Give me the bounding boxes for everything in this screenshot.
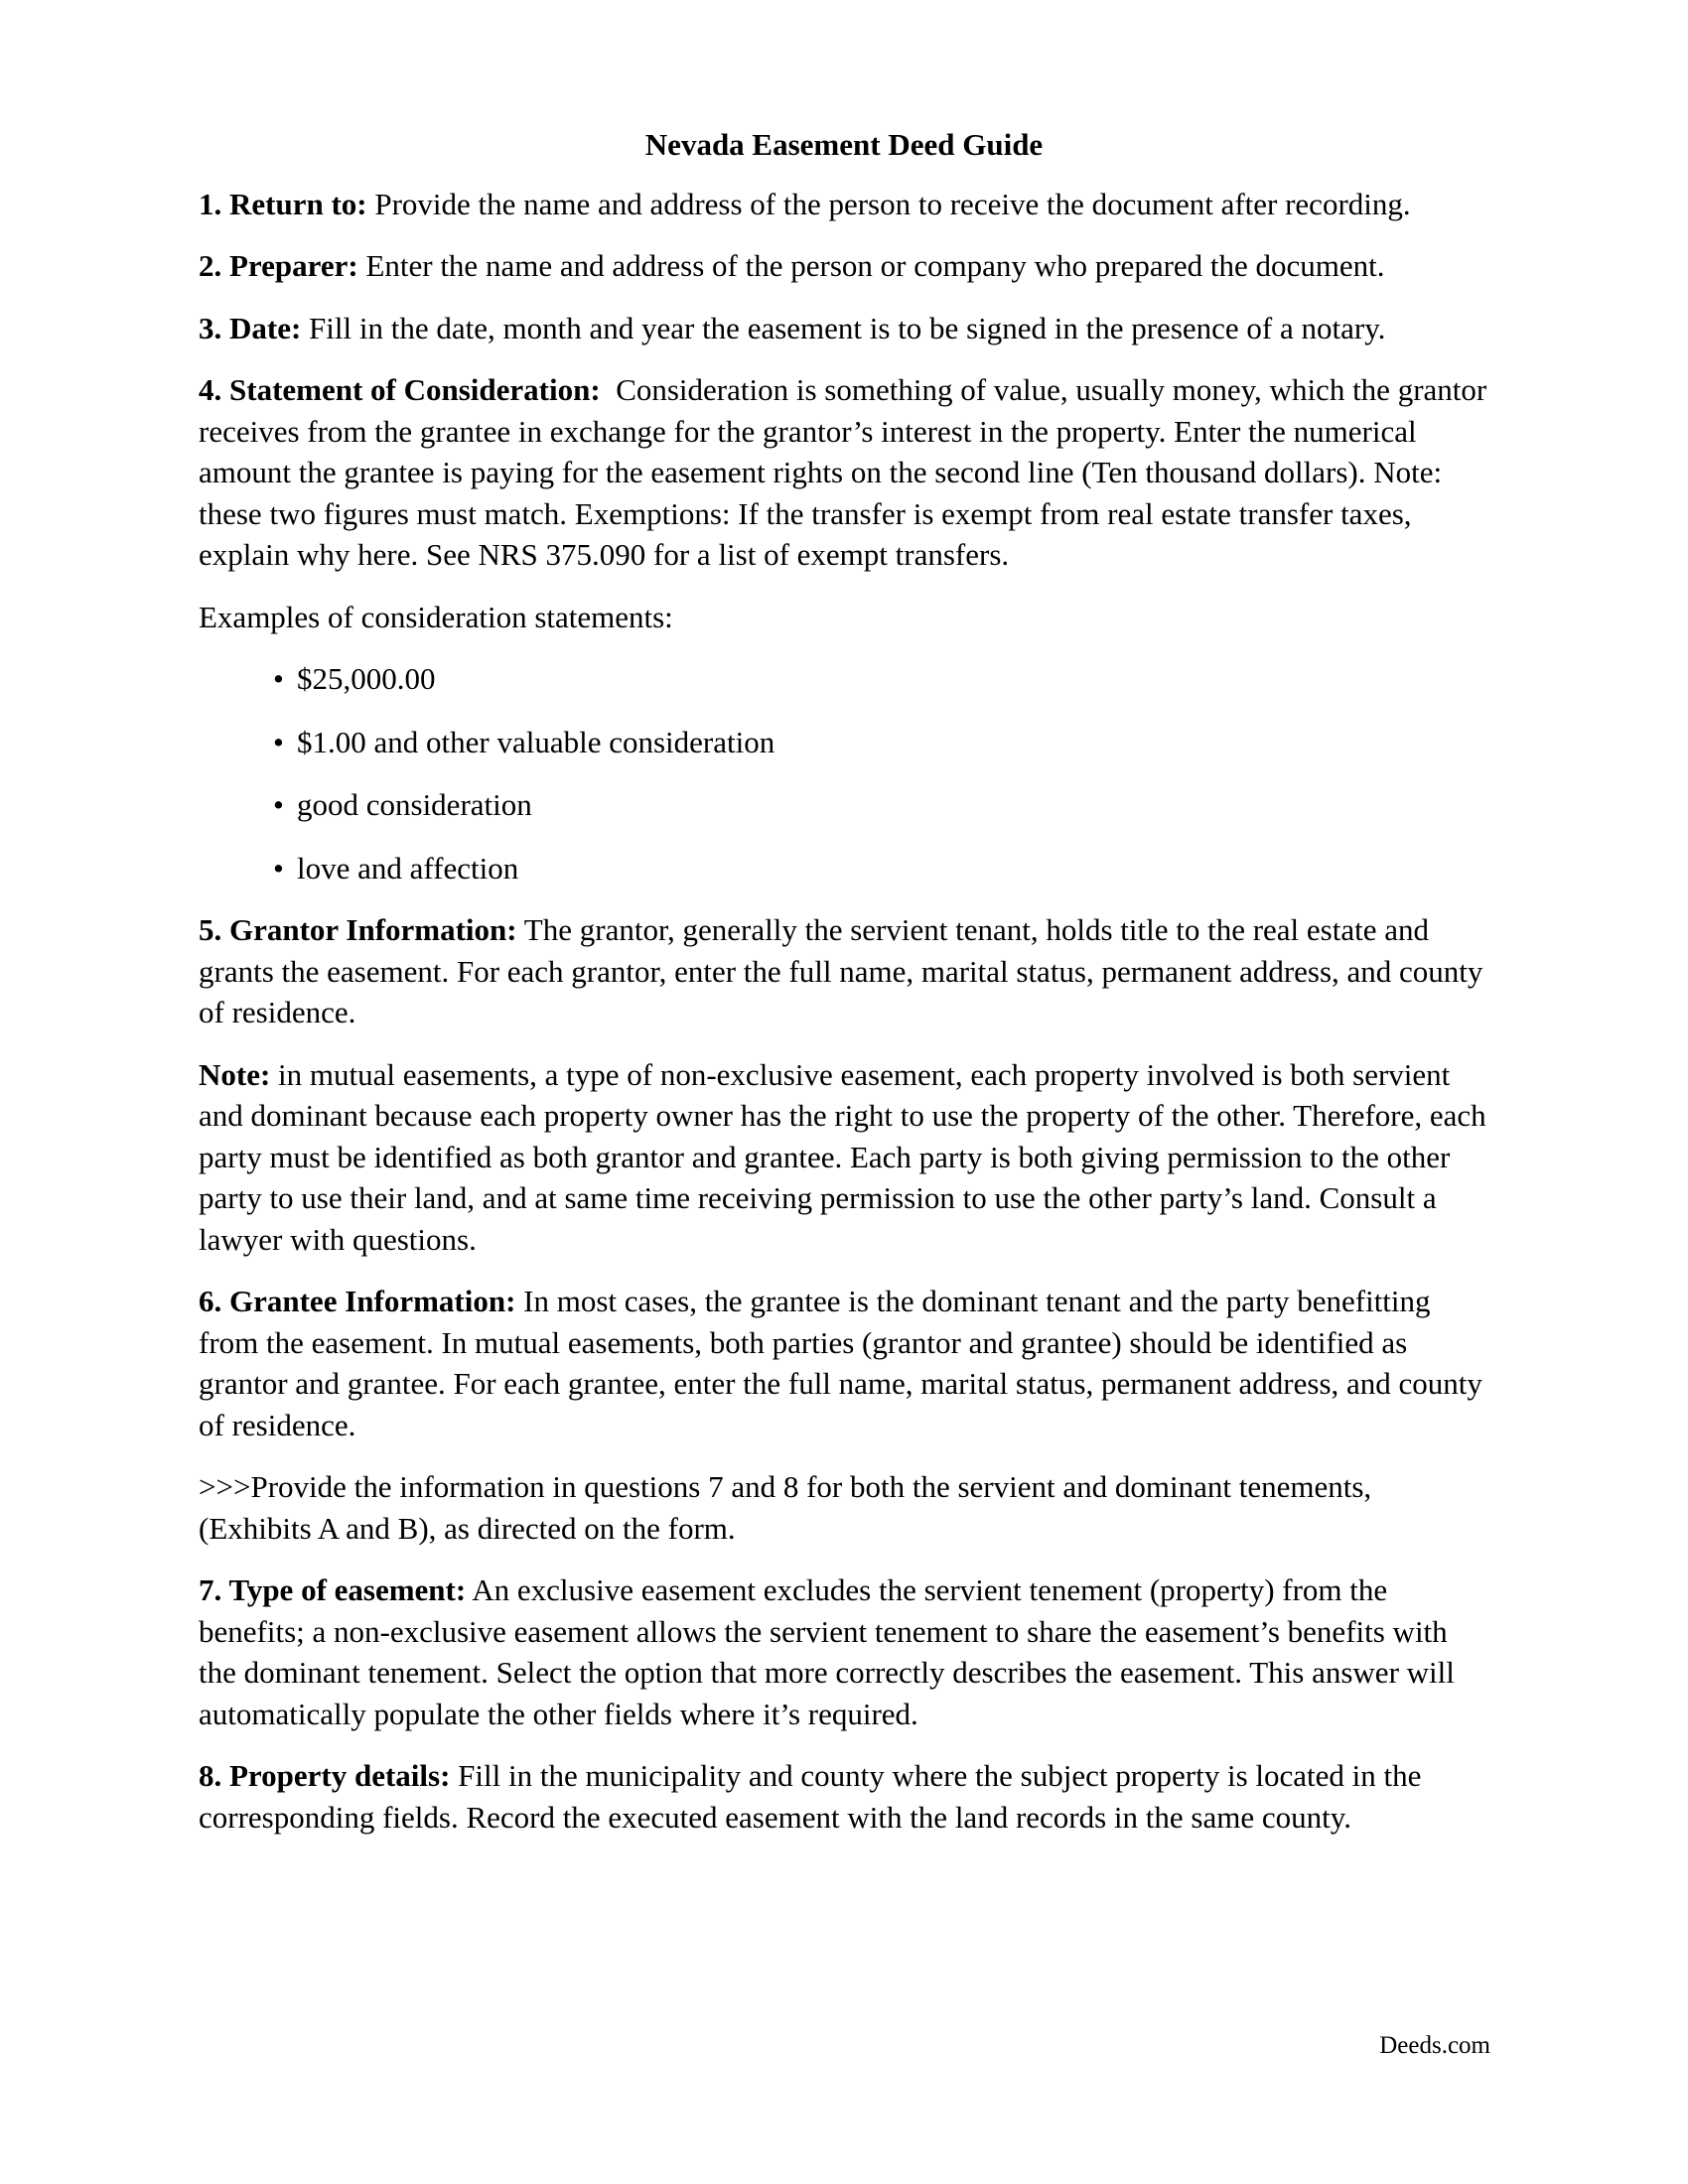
section-consideration	[199, 369, 1494, 576]
list-item: • good consideration	[199, 784, 1489, 826]
document-page	[199, 124, 1494, 1858]
list-item: • $25,000.00	[199, 658, 1489, 700]
section-label: 6. Grantee Information:	[199, 1284, 516, 1318]
section-text: The grantor, generally the servient tenant, holds title to the real estate and grants the easement. For each grantor, enter the full name, marital status, permanent address, and county of residence.	[199, 912, 1483, 1029]
section-label: 3. Date:	[199, 310, 302, 345]
section-preparer	[199, 245, 1489, 287]
footer-brand: Deeds.com	[1379, 2032, 1490, 2059]
section-directive: >>>Provide the information in questions 7 and 8 for both the servient and dominant tenements, (Exhibits A and B), as directed on the form.	[199, 1469, 1372, 1546]
section-label: 5. Grantor Information:	[199, 912, 517, 947]
list-item: • love and affection	[199, 848, 1489, 889]
section-text: In most cases, the grantee is the dominant tenant and the party benefitting from the easement. In mutual easements, both parties (grantor and grantee) should be identified as grantor and grantee. For each grantee, enter the full name, marital status, permanent address, and county of residence.	[199, 1284, 1482, 1442]
list-item: • $1.00 and other valuable consideration	[199, 722, 1489, 763]
section-text: An exclusive easement excludes the servient tenement (property) from the benefits; a non-exclusive easement allows the servient tenement to share the easement’s benefits with the dominant tenement. Select the option that more correctly describes the easement. This answer will automatically populate the other fields where it’s required.	[199, 1572, 1455, 1731]
section-label: 1. Return to:	[199, 186, 367, 221]
examples-list	[199, 658, 1489, 888]
section-text: Fill in the municipality and county where the subject property is located in the corresponding fields. Record the executed easement with the land records in the same county.	[199, 1758, 1422, 1835]
section-text: in mutual easements, a type of non-exclusive easement, each property involved is both servient and dominant because each property owner has the right to use the property of the other. Therefore, each party must be identified as both grantor and grantee. Each party is both giving permission to the other party to use their land, and at same time receiving permission to use the other party’s land. Consult a lawyer with questions.	[199, 1056, 1486, 1257]
examples-intro: Examples of consideration statements:	[199, 599, 673, 634]
section-label: 4. Statement of Consideration:	[199, 372, 601, 407]
section-return-to	[199, 184, 1489, 225]
section-label: Note:	[199, 1056, 271, 1092]
section-label: 2. Preparer:	[199, 248, 358, 283]
section-grantor	[199, 909, 1489, 1033]
document-title: Nevada Easement Deed Guide	[644, 127, 1044, 162]
section-text: Fill in the date, month and year the easement is to be signed in the presence of a notary.	[301, 310, 1386, 345]
section-text: Enter the name and address of the person or company who prepared the document.	[357, 248, 1385, 283]
section-text: Consideration is something of value, usually money, which the grantor receives from the grantee in exchange for the grantor’s interest in the property. Enter the numerical amount the grantee is paying for the easement rights on the second line (Ten thousand dollars). Note: these two figures must match. Exemptions: If the transfer is exempt from real estate transfer taxes, explain why here. See NRS 375.090 for a list of exempt transfers.	[199, 372, 1494, 572]
section-text: Provide the name and address of the person to receive the document after recording.	[366, 186, 1411, 221]
section-note	[199, 1054, 1489, 1261]
section-easement-type	[199, 1570, 1489, 1734]
section-grantee	[199, 1281, 1489, 1445]
section-property-details	[199, 1755, 1489, 1838]
section-date	[199, 308, 1489, 349]
section-label: 8. Property details:	[199, 1758, 451, 1793]
section-label: 7. Type of easement:	[199, 1572, 467, 1607]
